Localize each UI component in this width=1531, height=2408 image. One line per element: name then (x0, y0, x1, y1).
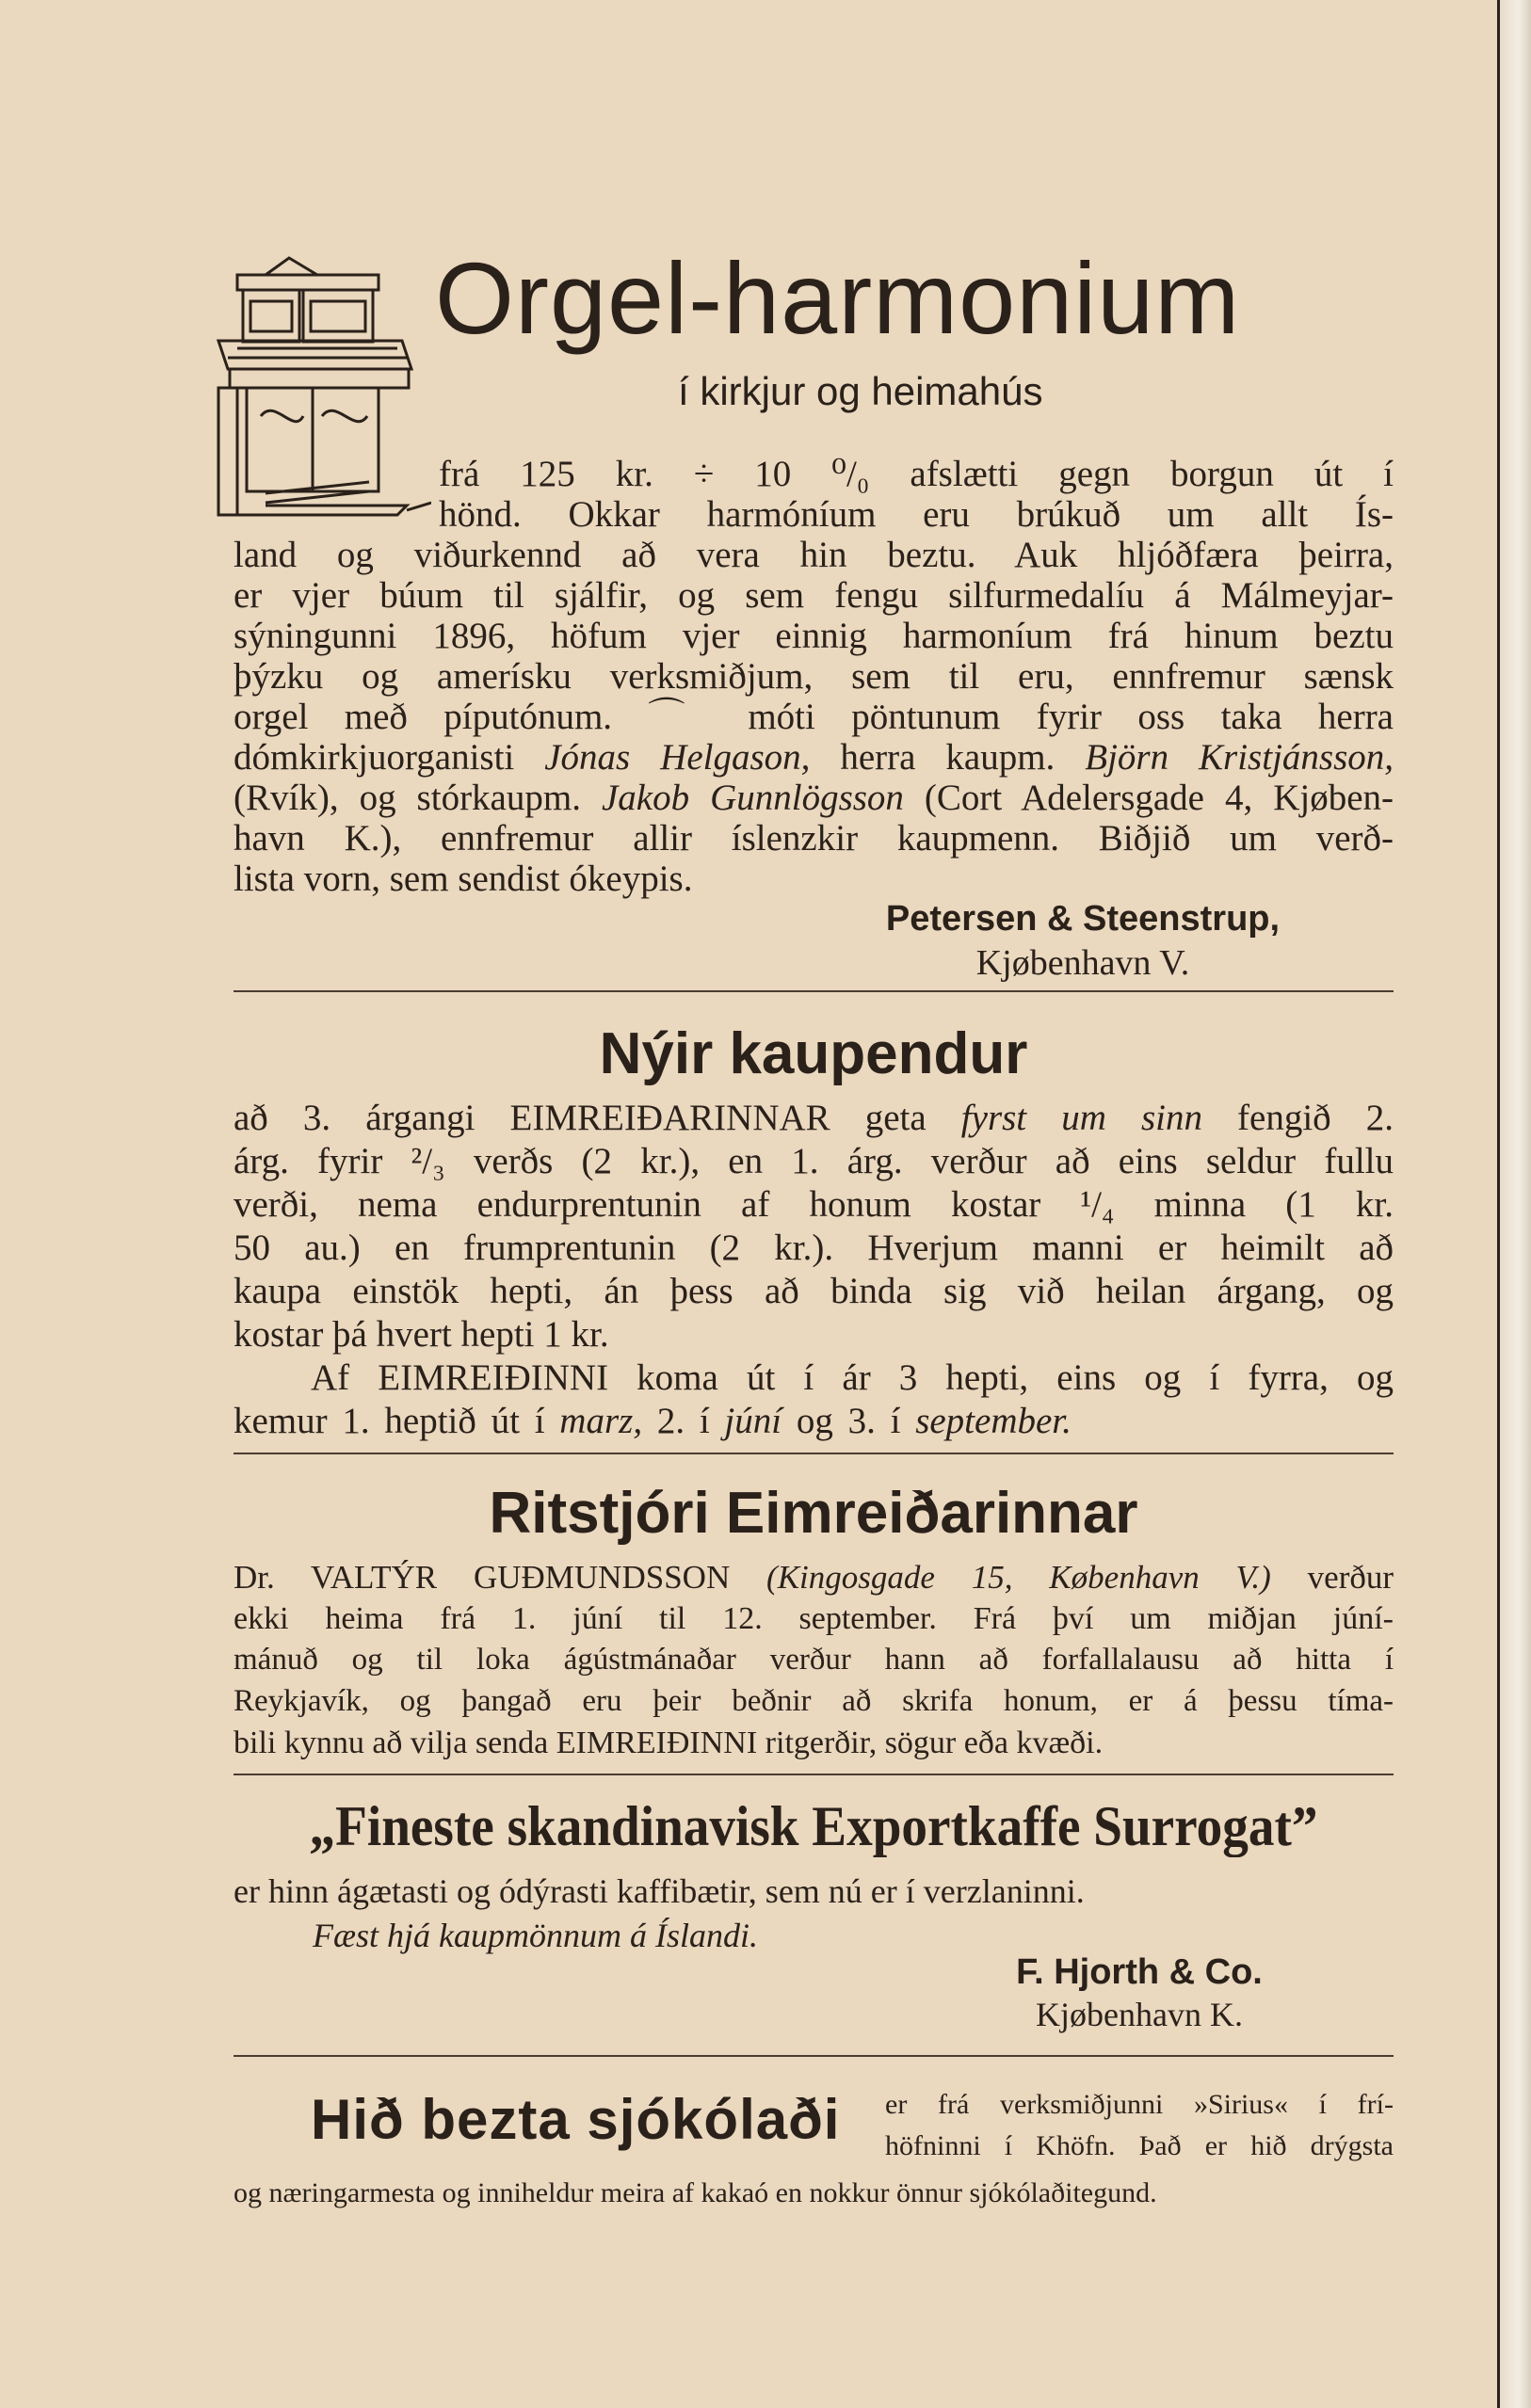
ad-title: Orgel-harmonium (435, 241, 1241, 355)
body-line: er hinn ágætasti og ódýrasti kaffibætir, sem nú er í verzlaninni. (234, 1872, 1085, 1910)
body-line: mánuð og til loka ágústmánaðar verður hann að forfallalausu að hitta í (234, 1643, 1394, 1677)
company-city: Kjøbenhavn K. (1036, 1996, 1243, 2033)
divider (234, 1453, 1394, 1454)
ad-title: Ritstjóri Eimreiðarinnar (489, 1481, 1138, 1546)
text: (Rvík), og stórkaupm. (234, 778, 581, 818)
divider (234, 1774, 1394, 1775)
text: fengið 2. (1237, 1098, 1394, 1138)
body-line (234, 739, 1394, 776)
body-line: verði, nema endurprentunin af honum kostar ¹/₄ minna (1 kr. (234, 1184, 1394, 1225)
body-line: frá 125 kr. ÷ 10 ⁰/₀ afslætti gegn borgun út í (439, 454, 1394, 494)
ad-title: Nýir kaupendur (599, 1021, 1028, 1086)
text: Dr. VALTÝR GUÐMUNDSSON (234, 1559, 731, 1596)
text: 2. í (656, 1401, 710, 1441)
body-line: kostar þá hvert hepti 1 kr. (234, 1314, 609, 1355)
body-line: er frá verksmiðjunni »Sirius« í frí- (885, 2089, 1394, 2120)
text: og 3. í (796, 1401, 901, 1441)
company-city: Kjøbenhavn V. (975, 943, 1190, 983)
text-italic: marz, (559, 1401, 643, 1441)
text-italic: júní (724, 1401, 782, 1441)
text: (Cort Adelersgade 4, Kjøben- (924, 778, 1394, 818)
body-line: árg. fyrir ²/₃ verðs (2 kr.), en 1. árg. verður að eins seldur fullu (234, 1141, 1394, 1181)
body-line: Af EIMREIÐINNI koma út í ár 3 hepti, eins og í fyrra, og (311, 1357, 1394, 1398)
body-line: havn K.), ennfremur allir íslenzkir kaupmenn. Biðjið um verð- (234, 818, 1394, 859)
person-name: Jónas Helgason, (544, 737, 811, 778)
text: að 3. árgangi EIMREIÐARINNAR geta (234, 1098, 927, 1138)
body-line: kaupa einstök hepti, án þess að binda sig við heilan árgang, og (234, 1271, 1394, 1311)
body-line: er vjer búum til sjálfir, og sem fengu silfurmedalíu á Málmeyjar- (234, 575, 1394, 616)
body-line: bili kynnu að vilja senda EIMREIÐINNI ritgerðir, sögur eða kvæði. (234, 1726, 1104, 1760)
body-line (234, 779, 1394, 816)
text-italic: september. (915, 1401, 1072, 1441)
body-line: þýzku og amerísku verksmiðjum, sem til eru, ennfremur sænsk (234, 656, 1394, 697)
person-name: Björn Kristjánsson, (1085, 737, 1394, 778)
body-line: Reykjavík, og þangað eru þeir beðnir að skrifa honum, er á þessu tíma- (234, 1684, 1394, 1718)
ad-title: Hið bezta sjókólaði (311, 2088, 841, 2151)
company-name: Petersen & Steenstrup, (885, 899, 1281, 939)
text-italic: fyrst um sinn (960, 1098, 1202, 1138)
body-line: 50 au.) en frumprentunin (2 kr.). Hverjum manni er heimilt að (234, 1228, 1394, 1268)
text: herra kaupm. (840, 737, 1056, 778)
body-line: ekki heima frá 1. júní til 12. september. Frá því um miðjan júní- (234, 1601, 1394, 1636)
body-line: orgel með píputónum. ⌒ móti pöntunum fyrir oss taka herra (234, 697, 1394, 737)
divider (234, 990, 1394, 992)
text: verður (1307, 1559, 1394, 1596)
body-line: land og viðurkennd að vera hin beztu. Auk hljóðfæra þeirra, (234, 535, 1394, 575)
body-line: lista vorn, sem sendist ókeypis. (234, 859, 693, 899)
ad-title: „Fineste skandinavisk Exportkaffe Surrogat” (309, 1795, 1318, 1857)
body-line: sýningunni 1896, höfum vjer einnig harmoníum frá hinum beztu (234, 616, 1394, 656)
body-line (234, 1403, 1394, 1439)
company-name: F. Hjorth & Co. (1016, 1952, 1263, 1992)
text: kemur 1. heptið út í (234, 1401, 545, 1441)
harmonium-illustration (209, 247, 431, 529)
body-line: höfninni í Khöfn. Það er hið drýgsta (885, 2130, 1394, 2161)
ad-subtitle: í kirkjur og heimahús (678, 369, 1043, 413)
body-line: hönd. Okkar harmóníum eru brúkuð um allt Ís- (439, 494, 1394, 535)
divider (234, 2055, 1394, 2057)
body-line: og næringarmesta og inniheldur meira af kakaó en nokkur önnur sjókólaðitegund. (234, 2177, 1157, 2208)
body-line (234, 1100, 1394, 1136)
body-line (234, 1559, 1394, 1596)
page-edge (1500, 0, 1531, 2408)
person-name: Jakob Gunnlögsson (601, 778, 904, 818)
text: dómkirkjuorganisti (234, 737, 515, 778)
address: (Kingosgade 15, København V.) (766, 1559, 1271, 1596)
body-line-italic: Fæst hjá kaupmönnum á Íslandi. (313, 1917, 758, 1954)
